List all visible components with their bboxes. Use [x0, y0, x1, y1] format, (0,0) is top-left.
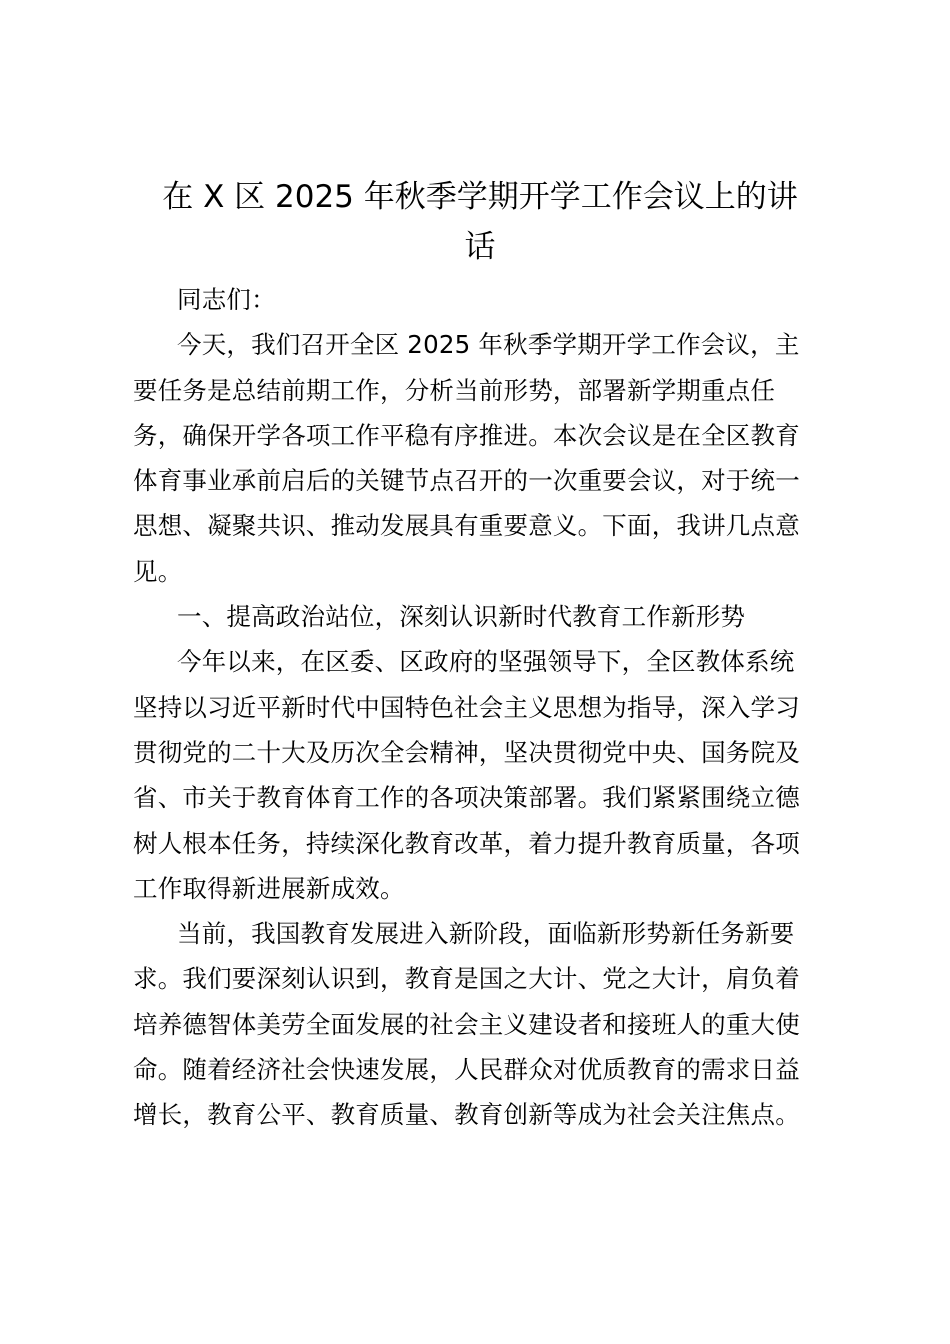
paragraph-current-situation: [133, 911, 823, 1137]
title-line: 话: [464, 229, 496, 265]
document-title: [130, 172, 830, 272]
salutation: 同志们：: [177, 285, 276, 314]
paragraph-line: 要任务是总结前期工作，分析当前形势，部署新学期重点任: [133, 375, 776, 405]
paragraph-line: 今年以来，在区委、区政府的坚强领导下，全区教体系统: [177, 647, 795, 677]
paragraph-line: 工作取得新进展新成效。: [133, 873, 405, 903]
paragraph-line: 命。随着经济社会快速发展，人民群众对优质教育的需求日益: [133, 1055, 800, 1085]
document-body: [133, 277, 823, 1138]
title-line: 在 X 区 2025 年秋季学期开学工作会议上的讲: [162, 179, 798, 215]
paragraph-line: 省、市关于教育体育工作的各项决策部署。我们紧紧围绕立德: [133, 783, 800, 813]
section-heading: 一、提高政治站位，深刻认识新时代教育工作新形势: [177, 602, 746, 632]
paragraph-line: 树人根本任务，持续深化教育改革，着力提升教育质量，各项: [133, 828, 800, 858]
paragraph-line: 今天，我们召开全区 2025 年秋季学期开学工作会议，主: [177, 330, 800, 360]
paragraph-intro: [133, 322, 823, 594]
paragraph-line: 坚持以习近平新时代中国特色社会主义思想为指导，深入学习: [133, 692, 800, 722]
paragraph-line: 求。我们要深刻认识到，教育是国之大计、党之大计，肩负着: [133, 964, 800, 994]
paragraph-achievements: [133, 639, 823, 911]
paragraph-line: 体育事业承前启后的关键节点召开的一次重要会议，对于统一: [133, 466, 800, 496]
paragraph-line: 当前，我国教育发展进入新阶段，面临新形势新任务新要: [177, 919, 795, 949]
paragraph-line: 培养德智体美劳全面发展的社会主义建设者和接班人的重大使: [133, 1009, 800, 1039]
paragraph-line: 贯彻党的二十大及历次全会精神，坚决贯彻党中央、国务院及: [133, 737, 800, 767]
paragraph-line: 见。: [133, 556, 183, 586]
paragraph-line: 思想、凝聚共识、推动发展具有重要意义。下面，我讲几点意: [133, 511, 800, 541]
section-heading-1: [133, 594, 823, 639]
paragraph-line: 增长，教育公平、教育质量、教育创新等成为社会关注焦点。: [133, 1100, 800, 1130]
paragraph-line: 务，确保开学各项工作平稳有序推进。本次会议是在全区教育: [133, 420, 800, 450]
